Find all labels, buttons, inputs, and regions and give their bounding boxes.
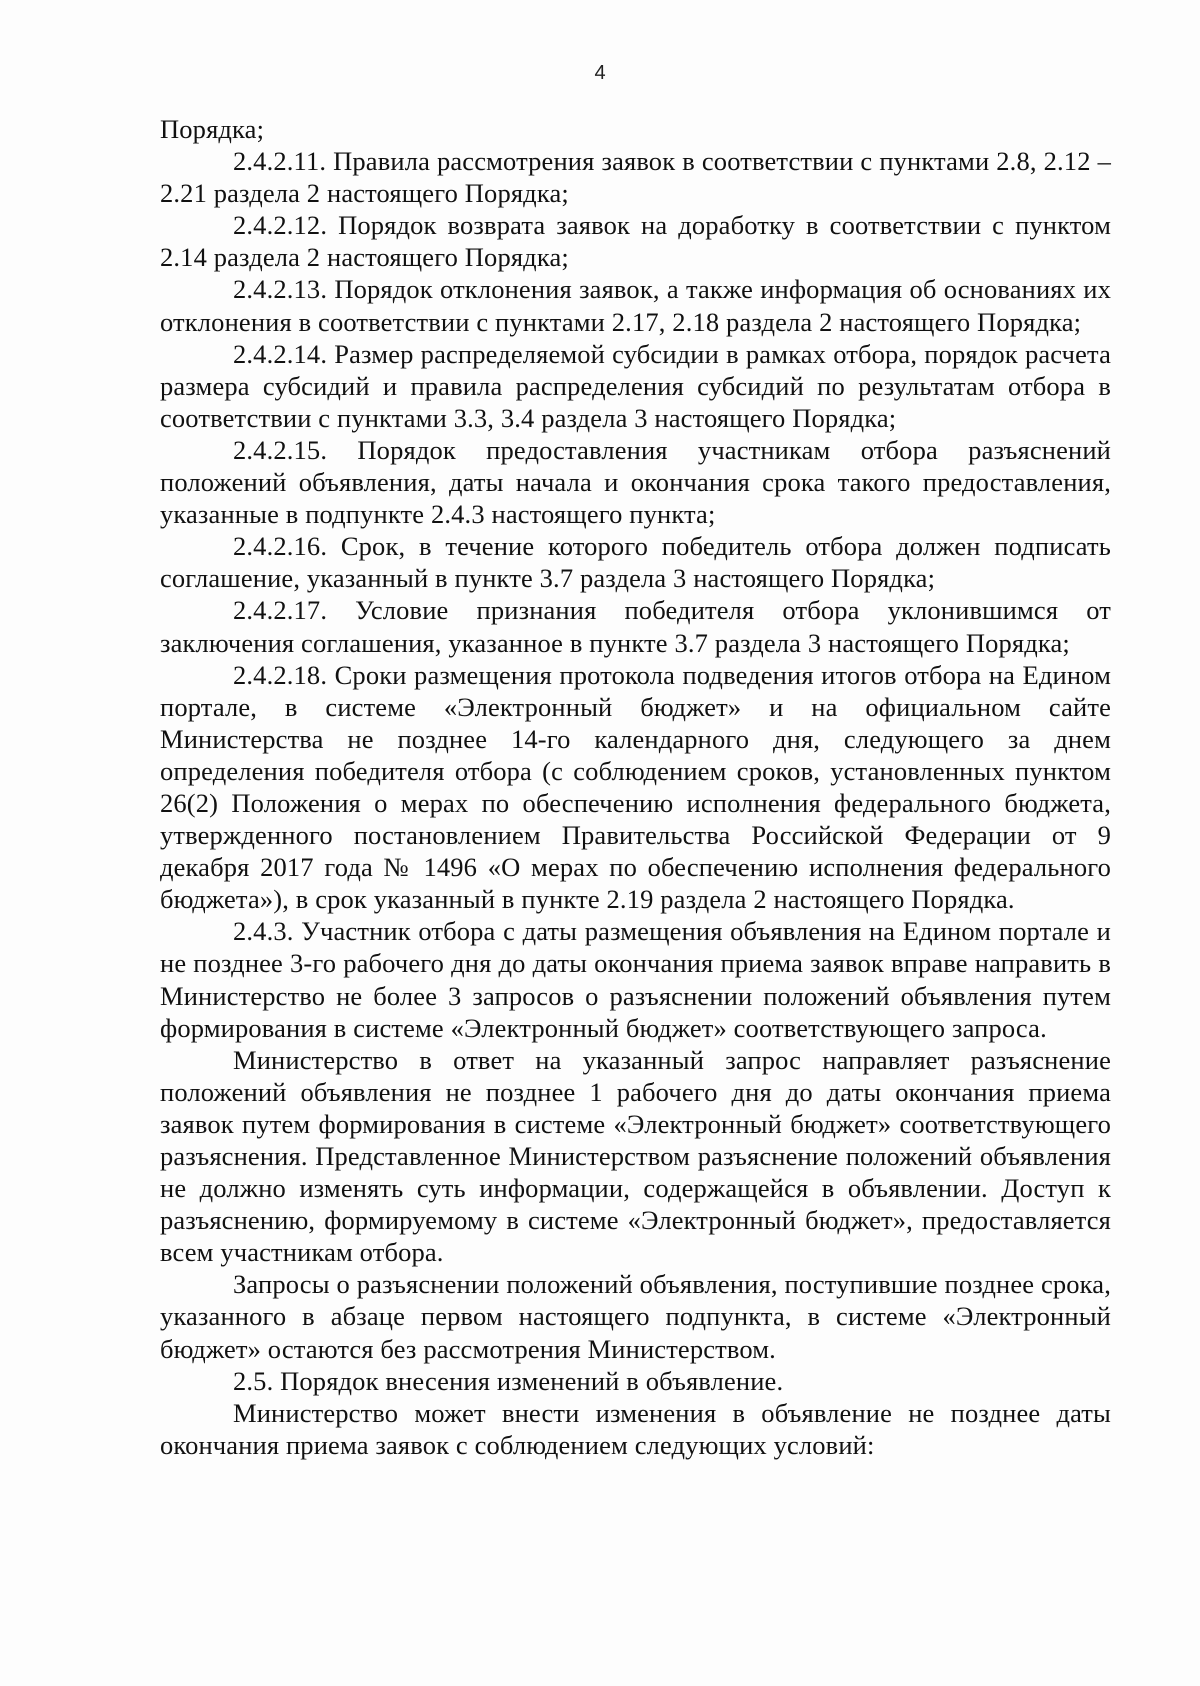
page-number: 4: [594, 62, 606, 84]
paragraph-2-4-2-13: 2.4.2.13. Порядок отклонения заявок, а также информация об основаниях их отклонения в соответствии с пунктами 2.17, 2.18 раздела 2 настоящего Порядка;: [160, 274, 1111, 337]
paragraph-2-4-2-16: 2.4.2.16. Срок, в течение которого победитель отбора должен подписать соглашение, указанный в пункте 3.7 раздела 3 настоящего Порядка;: [160, 531, 1111, 594]
paragraph-2-5-heading: 2.5. Порядок внесения изменений в объявление.: [233, 1365, 784, 1396]
paragraph-2-4-2-11: 2.4.2.11. Правила рассмотрения заявок в соответствии с пунктами 2.8, 2.12 – 2.21 раздела 2 настоящего Порядка;: [160, 146, 1111, 209]
document-body: [160, 113, 1111, 1461]
paragraph-2-4-2-15: 2.4.2.15. Порядок предоставления участникам отбора разъяснений положений объявления, даты начала и окончания срока такого предоставления, указанные в подпункте 2.4.3 настоящего пункта;: [160, 434, 1111, 530]
paragraph-ministry-response: Министерство в ответ на указанный запрос направляет разъяснение положений объявления не позднее 1 рабочего дня до даты окончания приема заявок путем формирования в системе «Электронный бюджет» соответствующего разъяснения. Представленное Министерством разъяснение положений объявления не должно изменять суть информации, содержащейся в объявлении. Доступ к разъяснению, формируемому в системе «Электронный бюджет», предоставляется всем участникам отбора.: [160, 1044, 1111, 1268]
paragraph-continuation: Порядка;: [160, 114, 265, 144]
paragraph-2-4-2-18: 2.4.2.18. Сроки размещения протокола подведения итогов отбора на Едином портале, в системе «Электронный бюджет» и на официальном сайте Министерства не позднее 14-го календарного дня, следующего за днем определения победителя отбора (с соблюдением сроков, установленных пунктом 26(2) Положения о мерах по обеспечению исполнения федерального бюджета, утвержденного постановлением Правительства Российской Федерации от 9 декабря 2017 года № 1496 «О мерах по обеспечению исполнения федерального бюджета»), в срок указанный в пункте 2.19 раздела 2 настоящего Порядка.: [160, 659, 1111, 915]
paragraph-amendment-conditions: Министерство может внести изменения в объявление не позднее даты окончания приема заявок с соблюдением следующих условий:: [160, 1397, 1111, 1460]
paragraph-2-4-2-17: 2.4.2.17. Условие признания победителя отбора уклонившимся от заключения соглашения, указанное в пункте 3.7 раздела 3 настоящего Порядка;: [160, 595, 1111, 658]
paragraph-2-4-3: 2.4.3. Участник отбора с даты размещения объявления на Едином портале и не позднее 3-го рабочего дня до даты окончания приема заявок вправе направить в Министерство не более 3 запросов о разъяснении положений объявления путем формирования в системе «Электронный бюджет» соответствующего запроса.: [160, 916, 1111, 1043]
paragraph-2-4-2-14: 2.4.2.14. Размер распределяемой субсидии в рамках отбора, порядок расчета размера субсидий и правила распределения субсидий по результатам отбора в соответствии с пунктами 3.3, 3.4 раздела 3 настоящего Порядка;: [160, 338, 1111, 433]
paragraph-2-4-2-12: 2.4.2.12. Порядок возврата заявок на доработку в соответствии с пунктом 2.14 раздела 2 настоящего Порядка;: [160, 210, 1111, 273]
paragraph-late-requests: Запросы о разъяснении положений объявления, поступившие позднее срока, указанного в абзаце первом настоящего подпункта, в системе «Электронный бюджет» остаются без рассмотрения Министерством.: [160, 1269, 1111, 1364]
